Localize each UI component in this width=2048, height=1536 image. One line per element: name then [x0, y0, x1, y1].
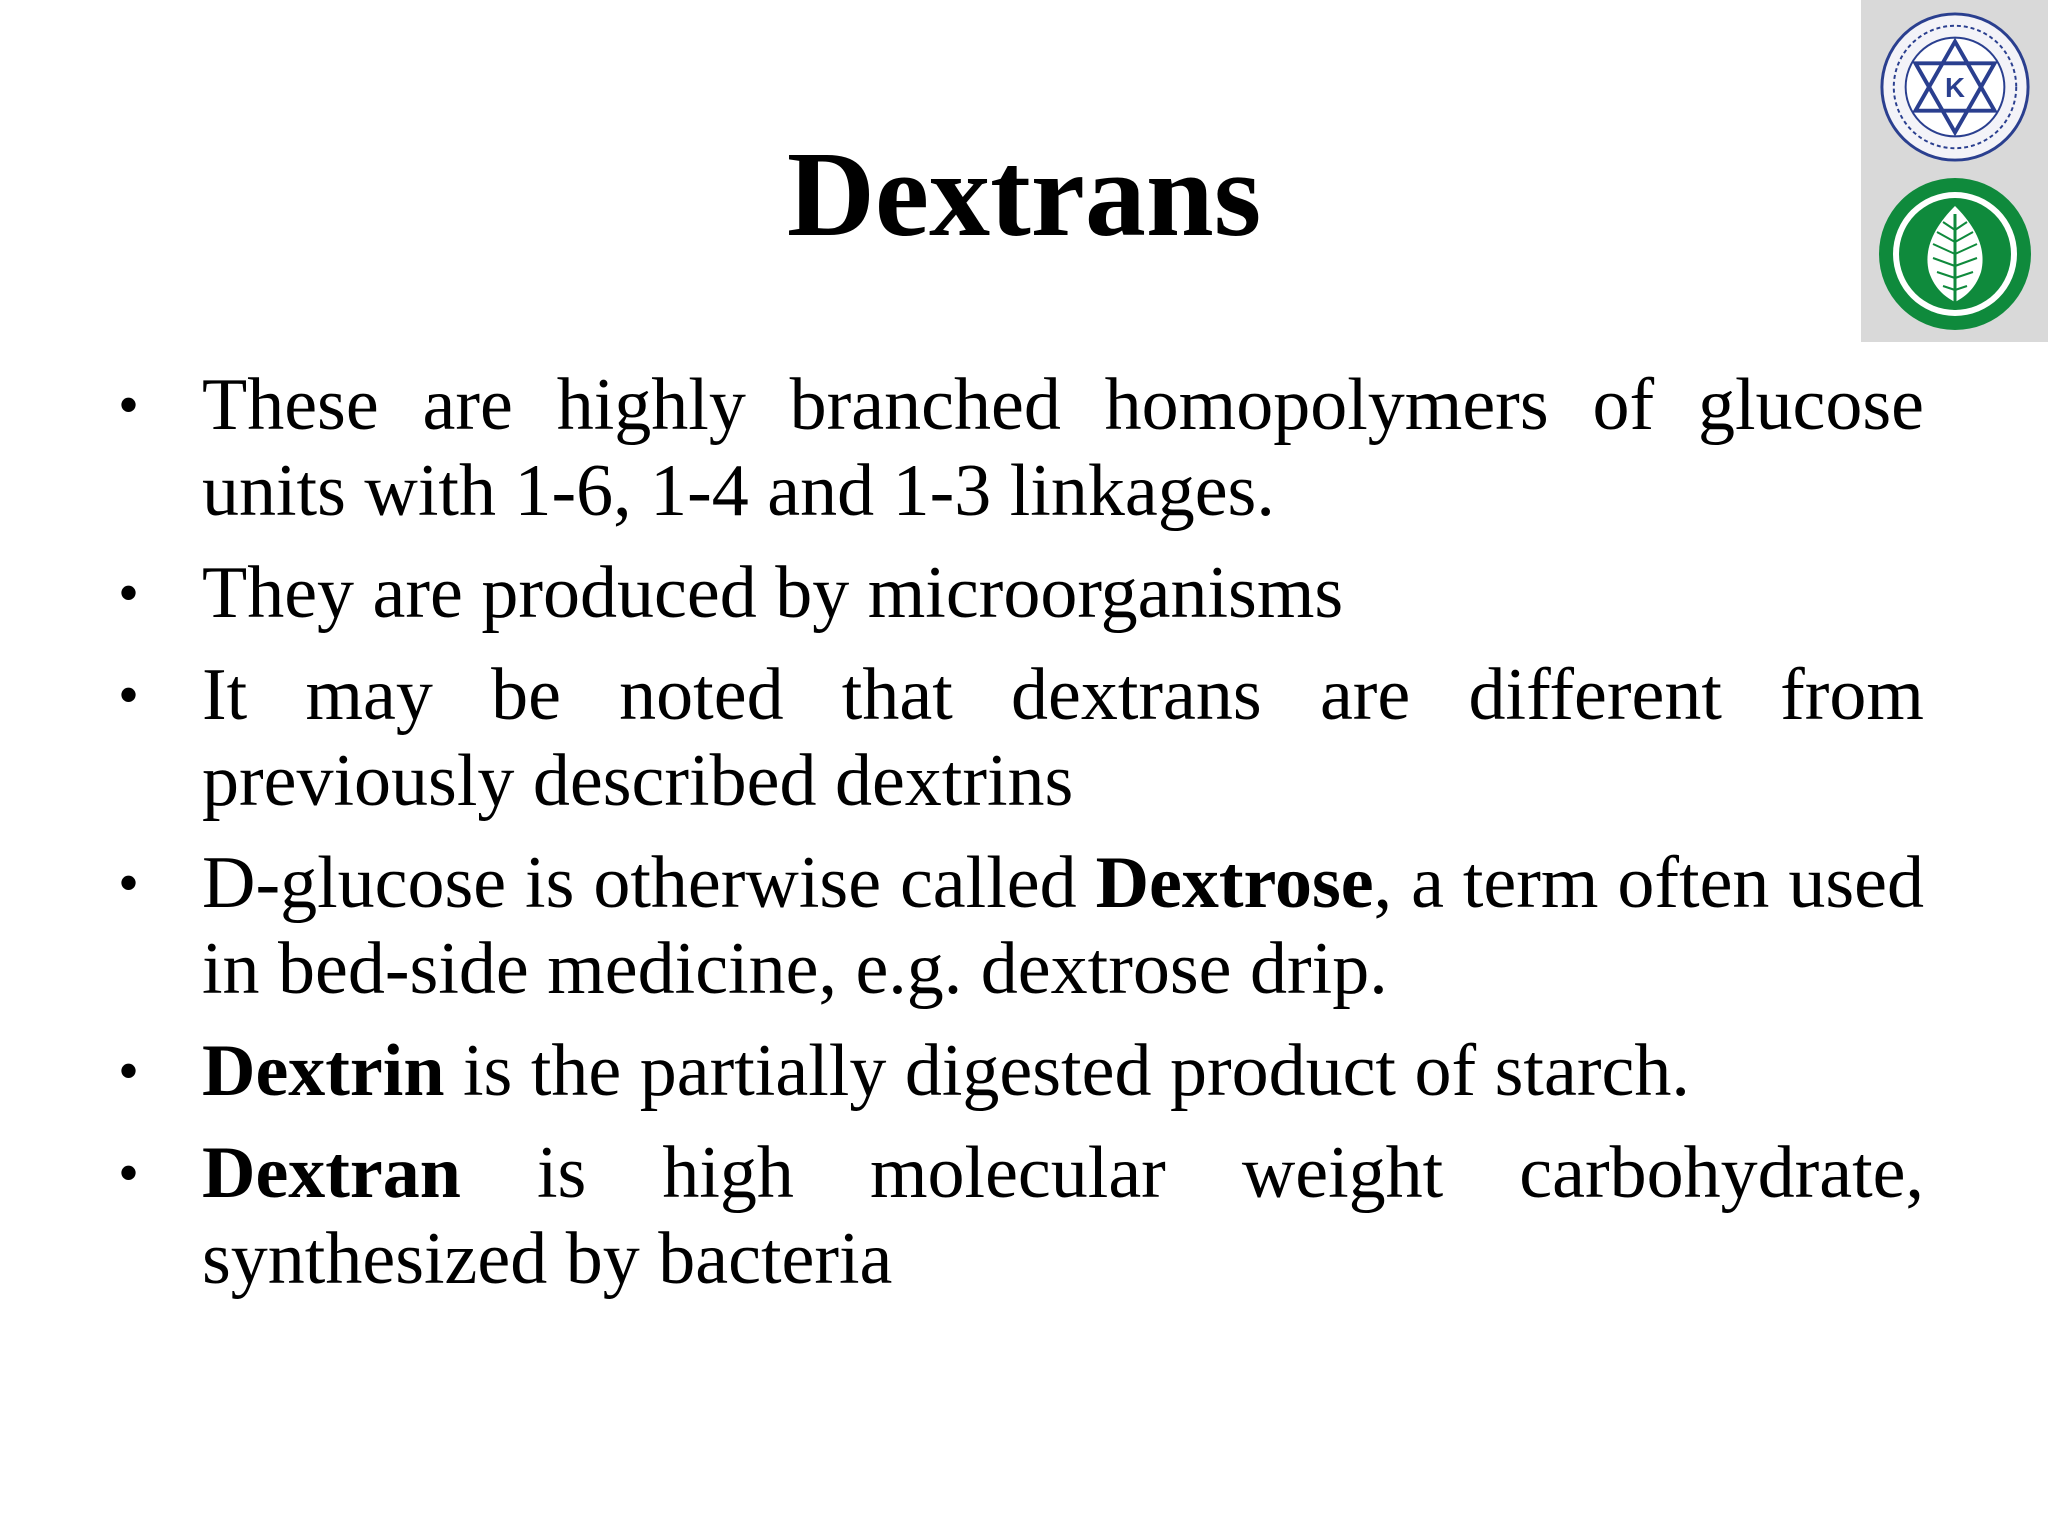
- bullet-item: [118, 550, 1924, 636]
- bullet-text-after: is high molecular weight carbohydrate, synthesized by bacteria: [202, 1132, 1924, 1300]
- bullet-icon: •: [118, 850, 140, 916]
- bullet-item: [118, 840, 1924, 1012]
- bullet-item: [118, 1130, 1924, 1302]
- bullet-text: These are highly branched homopolymers of glucose units with 1-6, 1-4 and 1-3 linkages.: [202, 364, 1924, 532]
- bullet-icon: •: [118, 1140, 140, 1206]
- bullet-icon: •: [118, 1038, 140, 1104]
- bullet-text-before: D-glucose is otherwise called: [202, 842, 1096, 924]
- bullet-bold-term: Dextrose: [1095, 842, 1374, 924]
- bullet-text: It may be noted that dextrans are different from previously described dextrins: [202, 654, 1924, 822]
- bullet-text-after: is the partially digested product of starch.: [444, 1030, 1690, 1112]
- bullet-icon: •: [118, 372, 140, 438]
- svg-text:K: K: [1945, 71, 1965, 103]
- bullet-bold-term: Dextrin: [202, 1030, 445, 1112]
- bullet-icon: •: [118, 560, 140, 626]
- bullet-text: They are produced by microorganisms: [202, 552, 1344, 634]
- bullet-list: [118, 362, 1924, 1318]
- slide-title: Dextrans: [786, 127, 1262, 262]
- bullet-icon: •: [118, 662, 140, 728]
- bullet-item: [118, 1028, 1924, 1114]
- bullet-bold-term: Dextran: [202, 1132, 461, 1214]
- bullet-text-after: , a term often used in bed-side medicine, e.g. dextrose drip.: [202, 842, 1924, 1010]
- bullet-item: [118, 652, 1924, 824]
- bullet-item: [118, 362, 1924, 534]
